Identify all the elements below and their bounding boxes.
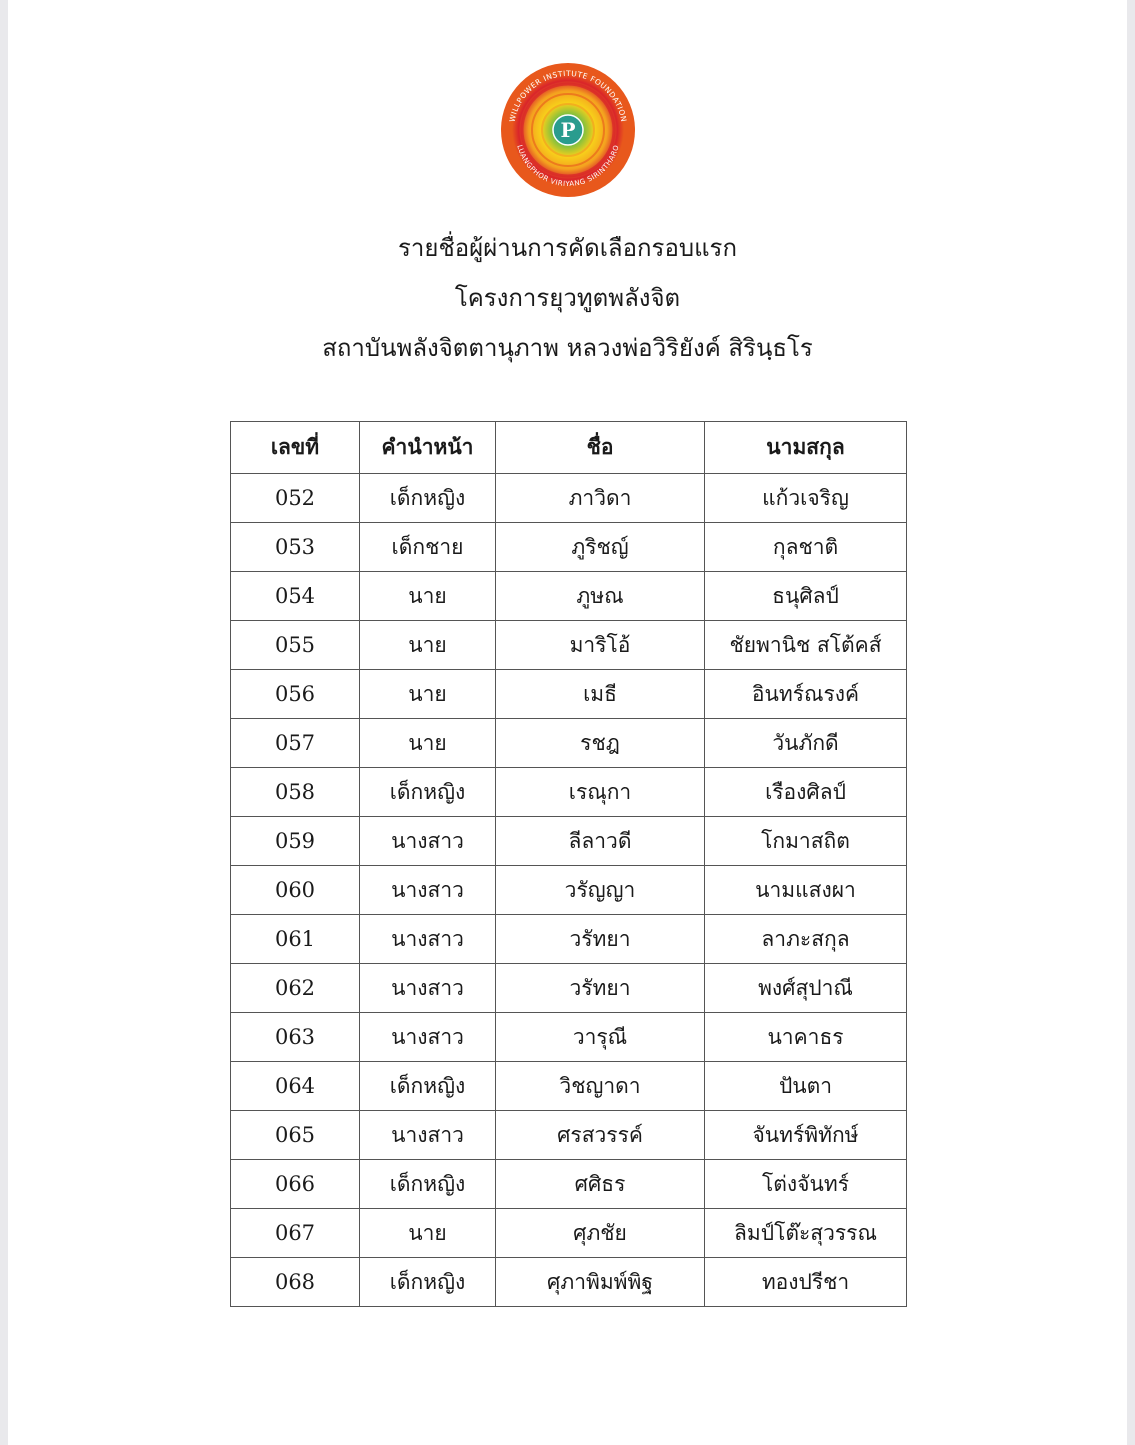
- cell-last-name: นาคาธร: [705, 1013, 907, 1062]
- logo-ring-text-top: WILLPOWER INSTITUTE FOUNDATION: [507, 68, 629, 123]
- cell-first-name: เมธี: [496, 670, 705, 719]
- cell-title: นาย: [360, 572, 496, 621]
- cell-title: นางสาว: [360, 817, 496, 866]
- cell-last-name: กุลชาติ: [705, 523, 907, 572]
- cell-first-name: วารุณี: [496, 1013, 705, 1062]
- cell-first-name: ลีลาวดี: [496, 817, 705, 866]
- table-row: [231, 572, 907, 621]
- cell-last-name: แก้วเจริญ: [705, 474, 907, 523]
- cell-number: 052: [231, 474, 360, 523]
- cell-title: เด็กหญิง: [360, 1258, 496, 1307]
- cell-first-name: ศรสวรรค์: [496, 1111, 705, 1160]
- cell-last-name: ทองปรีชา: [705, 1258, 907, 1307]
- table-row: [231, 719, 907, 768]
- cell-title: นาย: [360, 670, 496, 719]
- cell-first-name: ศุภชัย: [496, 1209, 705, 1258]
- table-header: [231, 422, 907, 474]
- cell-last-name: โต่งจันทร์: [705, 1160, 907, 1209]
- table-row: [231, 474, 907, 523]
- cell-number: 055: [231, 621, 360, 670]
- table-row: [231, 1160, 907, 1209]
- table-row: [231, 866, 907, 915]
- table-row: [231, 621, 907, 670]
- table-row: [231, 817, 907, 866]
- cell-number: 063: [231, 1013, 360, 1062]
- cell-number: 064: [231, 1062, 360, 1111]
- table-row: [231, 915, 907, 964]
- document-page: [8, 0, 1127, 1445]
- heading-line-3: สถาบันพลังจิตตานุภาพ หลวงพ่อวิริยังค์ สิรินฺธโร: [322, 334, 813, 362]
- table-row: [231, 1209, 907, 1258]
- column-header-last-name: นามสกุล: [705, 422, 907, 474]
- column-header-title: คำนำหน้า: [360, 422, 496, 474]
- cell-last-name: อินทร์ณรงค์: [705, 670, 907, 719]
- cell-title: เด็กหญิง: [360, 1160, 496, 1209]
- table-row: [231, 670, 907, 719]
- column-header-number: เลขที่: [231, 422, 360, 474]
- cell-title: นางสาว: [360, 1013, 496, 1062]
- cell-last-name: โกมาสถิต: [705, 817, 907, 866]
- heading-line-2: โครงการยุวทูตพลังจิต: [454, 284, 681, 312]
- cell-last-name: วันภักดี: [705, 719, 907, 768]
- cell-number: 068: [231, 1258, 360, 1307]
- logo-ring-text-bottom: LUANGPHOR VIRIYANG SIRINTHARO: [515, 143, 621, 189]
- cell-last-name: ชัยพานิช สโต้คส์: [705, 621, 907, 670]
- cell-title: นาย: [360, 719, 496, 768]
- cell-number: 066: [231, 1160, 360, 1209]
- cell-first-name: ศุภาพิมพ์พิฐ: [496, 1258, 705, 1307]
- cell-last-name: ลิมป์โต๊ะสุวรรณ: [705, 1209, 907, 1258]
- cell-first-name: ภูริชญ์: [496, 523, 705, 572]
- cell-first-name: เรณุกา: [496, 768, 705, 817]
- cell-number: 061: [231, 915, 360, 964]
- participants-table: [230, 421, 907, 1307]
- cell-number: 053: [231, 523, 360, 572]
- table-header-row: [231, 422, 907, 474]
- table-row: [231, 523, 907, 572]
- cell-title: นาย: [360, 621, 496, 670]
- cell-last-name: พงศ์สุปาณี: [705, 964, 907, 1013]
- cell-first-name: มาริโอ้: [496, 621, 705, 670]
- cell-first-name: วรัทยา: [496, 915, 705, 964]
- heading-line-1: รายชื่อผู้ผ่านการคัดเลือกรอบแรก: [398, 234, 737, 262]
- table-row: [231, 1013, 907, 1062]
- table-row: [231, 964, 907, 1013]
- cell-number: 062: [231, 964, 360, 1013]
- column-header-first-name: ชื่อ: [496, 422, 705, 474]
- logo-center-letter: P: [560, 118, 576, 142]
- cell-number: 059: [231, 817, 360, 866]
- cell-number: 056: [231, 670, 360, 719]
- cell-title: นางสาว: [360, 915, 496, 964]
- table-row: [231, 1111, 907, 1160]
- table-row: [231, 1062, 907, 1111]
- cell-last-name: ธนุศิลป์: [705, 572, 907, 621]
- cell-number: 067: [231, 1209, 360, 1258]
- cell-first-name: รชฎ: [496, 719, 705, 768]
- cell-title: เด็กหญิง: [360, 768, 496, 817]
- cell-number: 058: [231, 768, 360, 817]
- cell-last-name: ลาภะสกุล: [705, 915, 907, 964]
- cell-last-name: ปันตา: [705, 1062, 907, 1111]
- cell-first-name: วรัญญา: [496, 866, 705, 915]
- table-row: [231, 1258, 907, 1307]
- cell-last-name: นามแสงผา: [705, 866, 907, 915]
- cell-title: นาย: [360, 1209, 496, 1258]
- cell-number: 054: [231, 572, 360, 621]
- cell-title: นางสาว: [360, 866, 496, 915]
- cell-title: นางสาว: [360, 1111, 496, 1160]
- cell-title: เด็กชาย: [360, 523, 496, 572]
- cell-number: 060: [231, 866, 360, 915]
- cell-title: เด็กหญิง: [360, 474, 496, 523]
- table-body: [231, 474, 907, 1307]
- cell-last-name: เรืองศิลป์: [705, 768, 907, 817]
- logo-graphic: [500, 62, 636, 198]
- cell-first-name: ศศิธร: [496, 1160, 705, 1209]
- cell-first-name: ภูษณ: [496, 572, 705, 621]
- cell-first-name: วรัทยา: [496, 964, 705, 1013]
- cell-title: เด็กหญิง: [360, 1062, 496, 1111]
- cell-title: นางสาว: [360, 964, 496, 1013]
- cell-number: 057: [231, 719, 360, 768]
- cell-first-name: ภาวิดา: [496, 474, 705, 523]
- cell-first-name: วิชญาดา: [496, 1062, 705, 1111]
- willpower-foundation-logo-icon: [500, 62, 636, 198]
- table-row: [231, 768, 907, 817]
- cell-last-name: จันทร์พิทักษ์: [705, 1111, 907, 1160]
- cell-number: 065: [231, 1111, 360, 1160]
